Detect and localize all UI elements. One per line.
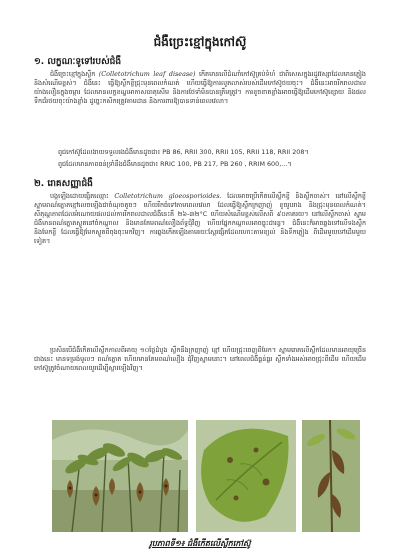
section-2-paragraph-1 [34, 192, 366, 246]
seedlings-illustration [52, 420, 188, 532]
leaf-illustration [196, 420, 296, 532]
document-title: ជំងឺច្រេះខ្មៅក្នុងកៅស៊ូ [153, 35, 247, 49]
susceptible-varieties-line: ពូជកៅស៊ូដែលងាយទទួលរងជំងឺមានដូចជា៖ PB 86, RRII 300, RRII 105, RRII 118, RRII 208។ [58, 148, 309, 156]
photo-infected-branch [302, 420, 360, 532]
section-1-paragraph [34, 70, 366, 106]
section-2-paragraph-2 [34, 346, 366, 373]
section-2-text-b: ដែលអាចប្រើកើតលើស្លឹកខ្ចី និងស្លឹកចាស់។ នៅលើស្លឹកខ្ចី ស្នាមពណ៌ត្នោតខ្មៅលេចឡើងជាចំណុចតូចៗ ហើយរីកធំទៅតាមពេលវេលា ដែលធ្វើឱ្យស្លឹកក្រញាញ់ ខូចរូបរាង និងជ្រុះមុនពេលកំណត់។ សីតុណ្ហភាពដែលអំណោយផលដល់ការរីករាលដាលជំងឺនេះគឺ ២៦-៣២°C ហើយសំណើមខ្ពស់លើសពី ៩០ភាគរយ។ នៅលើស្លឹកចាស់ ស្នាមជំងឺមានពណ៌ត្នោតស្ងួតនៅចំកណ្តាល និងមានគែមពណ៌លឿងព័ទ្ធជុំវិញ ហើយផ្នែកកណ្តាលអាចធ្លុះជារន្ធ។ ជំងឺនេះក៏អាចឆ្លងទៅលើទងស្លឹក និងមែកខ្ចី ដែលធ្វើឱ្យមែកស្ងួតពីចុងចុះមកវិញ។ ការឆ្លងកើតឡើងតាមរយៈស្ពែរផ្សិតដែលហោះតាមខ្យល់ និងទឹកភ្លៀង ពីដើមមួយទៅដើមមួយទៀត។ [34, 192, 366, 245]
section-2-latin-name: Colletotrichum gloeosporioides. [114, 192, 222, 200]
figure-caption: រូបភាពទី១៖ ជំងឺកើតលើស្លឹកកៅស៊ូ [149, 539, 251, 548]
section-1-text-a: ជំងឺច្រេះខ្មៅក្នុងស្លឹក [50, 70, 96, 78]
branch-illustration [302, 420, 360, 532]
section-2-text-c: ប្រសិនបើជំងឺកើតលើស្លឹកកាលពីអាយុ ១០ថ្ងៃដំបូង ស្លឹកនឹងក្រញាញ់ ខ្មៅ ហើយជ្រុះចេញពីមែក។ ស្នាមរោគលើស្លឹកដែលមានអាយុច្រើនជាងនេះ មានទម្រង់មូលៗ ពណ៌ត្នោត ហើយមានគែមពណ៌លឿង ជុំវិញស្នាមនោះ។ នៅពេលជំងឺធ្ងន់ធ្ងរ ស្លឹកទាំងអស់អាចជ្រុះពីដើម ហើយដើមកៅស៊ូត្រូវចំណាយពេលយូរដើម្បីស្តារឡើងវិញ។ [34, 346, 366, 372]
section-2-text-a: បង្កឡើងដោយផ្សិតឈ្មោះ [50, 192, 109, 200]
section-1-text-b: កើតមានលើដំណាំកៅស៊ូគ្រប់ទំហំ ជាពិសេសក្នុងរដូវវស្សាដែលមានភ្លៀង និងសំណើមខ្ពស់។ ជំងឺនេះ ធ្វើឱ្យស្លឹកខ្ចីជ្រុះមុនពេលកំណត់ ហើយធ្វើឱ្យការលូតលាស់របស់ដើមកៅស៊ូថយចុះ។ ជំងឺនេះអាចរីករាលដាលយ៉ាងលឿនក្នុងចម្ការ ដែលមានលក្ខខណ្ឌអាកាសធាតុសើម និងការថែទាំមិនបានត្រឹមត្រូវ។ ការខូចខាតខ្លាំងអាចធ្វើឱ្យដើមកៅស៊ូខ្សោយ និងផលទឹកជ័រថយចុះយ៉ាងខ្លាំង ដូច្នេះកសិករត្រូវតាមដាន និងការពារឱ្យបានទាន់ពេលវេលា។ [34, 70, 366, 105]
section-2-heading: ២. រោគសញ្ញាជំងឺ [34, 179, 93, 189]
photo-diseased-seedlings [52, 420, 188, 532]
section-1-latin-name: (Colletotrichum leaf disease) [98, 70, 196, 78]
section-1-heading: ១. លក្ខណៈទូទៅរបស់ជំងឺ [34, 57, 122, 67]
photo-infected-leaf [196, 420, 296, 532]
resistant-varieties-line: ពូជដែលមានភាពធន់ទ្រាំនឹងជំងឺមានដូចជា៖ RRIC 100, PB 217, PB 260 , RRIM 600,...។ [58, 160, 292, 168]
